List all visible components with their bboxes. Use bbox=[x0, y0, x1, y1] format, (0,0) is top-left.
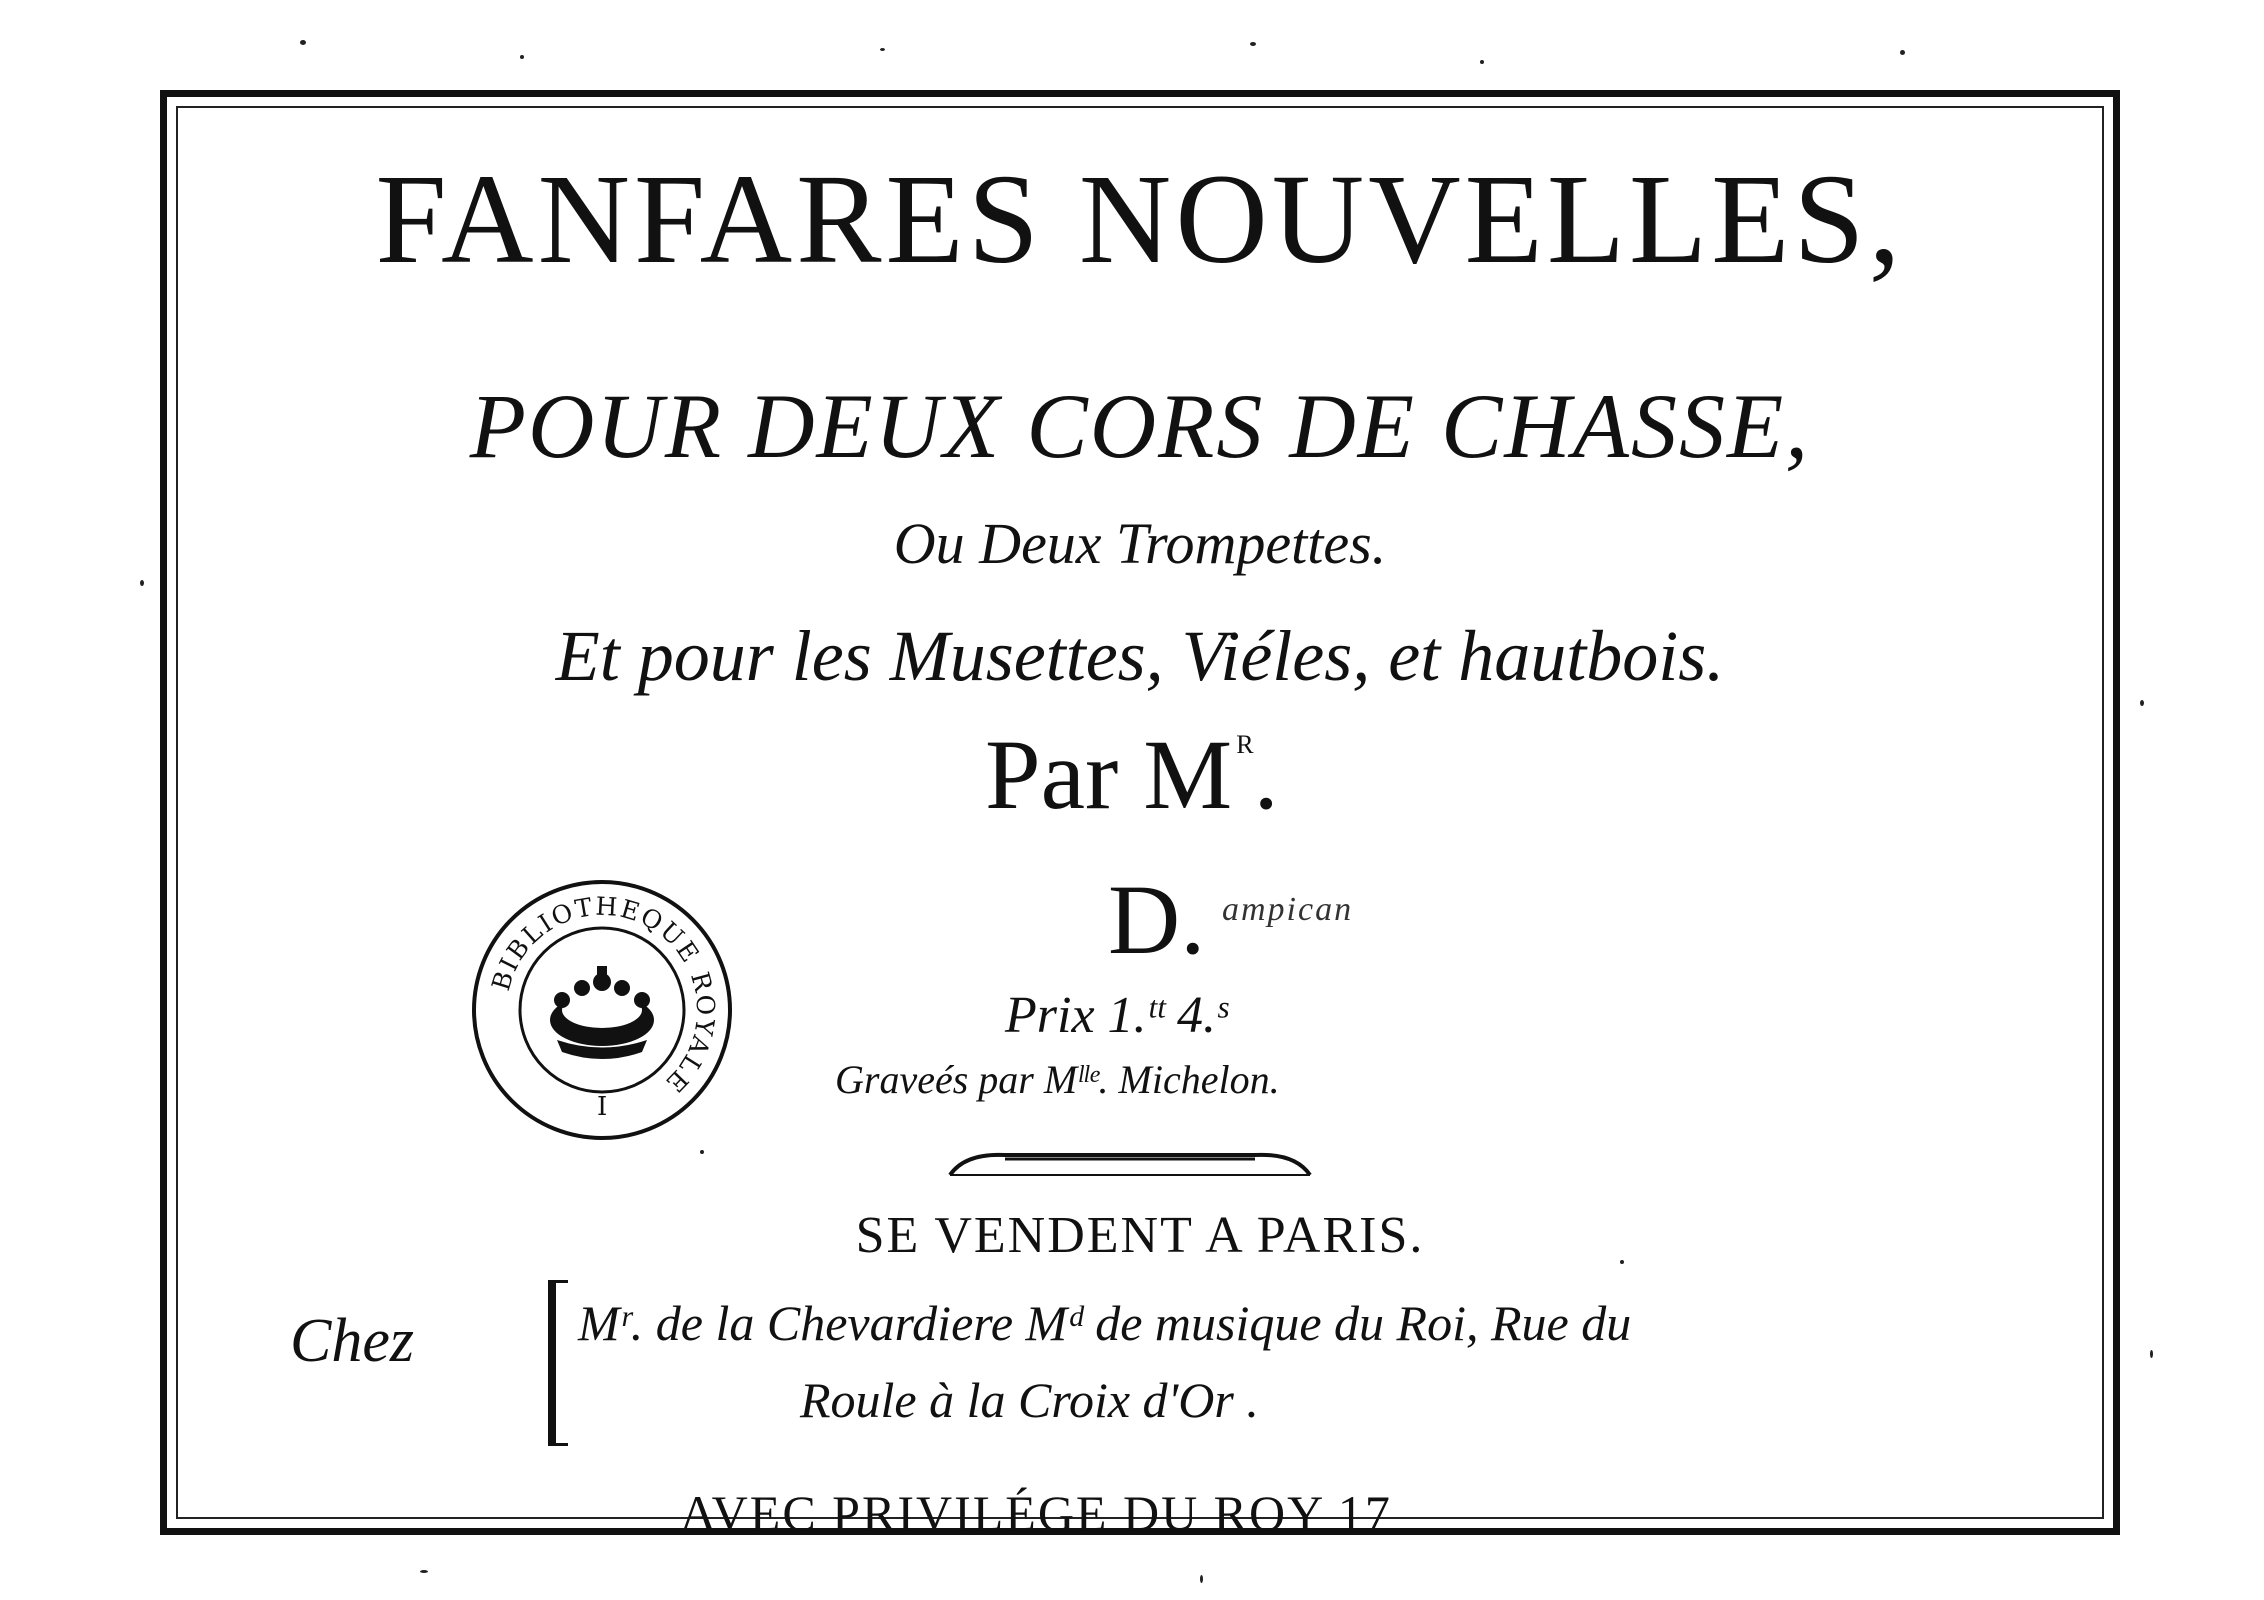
instrument-line-2: Et pour les Musettes, Viéles, et hautbois. bbox=[555, 616, 1725, 696]
handwritten-annotation: ampican bbox=[1222, 891, 1354, 928]
engraver-credit: Graveés par Mˡˡᵉ. Michelon. bbox=[835, 1057, 1280, 1102]
author-line bbox=[985, 719, 1279, 830]
sold-at-heading: SE VENDENT A PARIS. bbox=[855, 1207, 1425, 1264]
chez-label: Chez bbox=[290, 1307, 414, 1375]
crown-icon bbox=[550, 966, 654, 1059]
author-suffix: . bbox=[1253, 719, 1279, 830]
author-prefix-super: R bbox=[1236, 730, 1254, 759]
stamp-numeral: I bbox=[597, 1092, 608, 1122]
price: Prix 1.ᵗᵗ 4.ˢ bbox=[1005, 987, 1227, 1044]
subtitle: POUR DEUX CORS DE CHASSE, bbox=[469, 375, 1811, 477]
author-prefix: Par M bbox=[985, 719, 1233, 830]
flourish-ornament bbox=[945, 1145, 1315, 1185]
privilege-line: AVEC PRIVILÉGE DU ROY 17 bbox=[680, 1485, 1392, 1541]
instrument-line-1: Ou Deux Trompettes. bbox=[893, 511, 1387, 576]
address-line-1: Mʳ. de la Chevardiere Mᵈ de musique du Roi, Rue du bbox=[578, 1295, 1632, 1351]
author-initial: D. bbox=[1108, 864, 1206, 975]
stamp-text: BIBLIOTHEQUE ROYALE bbox=[486, 891, 721, 1100]
address-line-2: Roule à la Croix d'Or . bbox=[800, 1372, 1259, 1428]
library-stamp-icon bbox=[462, 870, 742, 1150]
page-title: FANFARES NOUVELLES, bbox=[375, 148, 1905, 290]
bracket bbox=[548, 1280, 568, 1446]
